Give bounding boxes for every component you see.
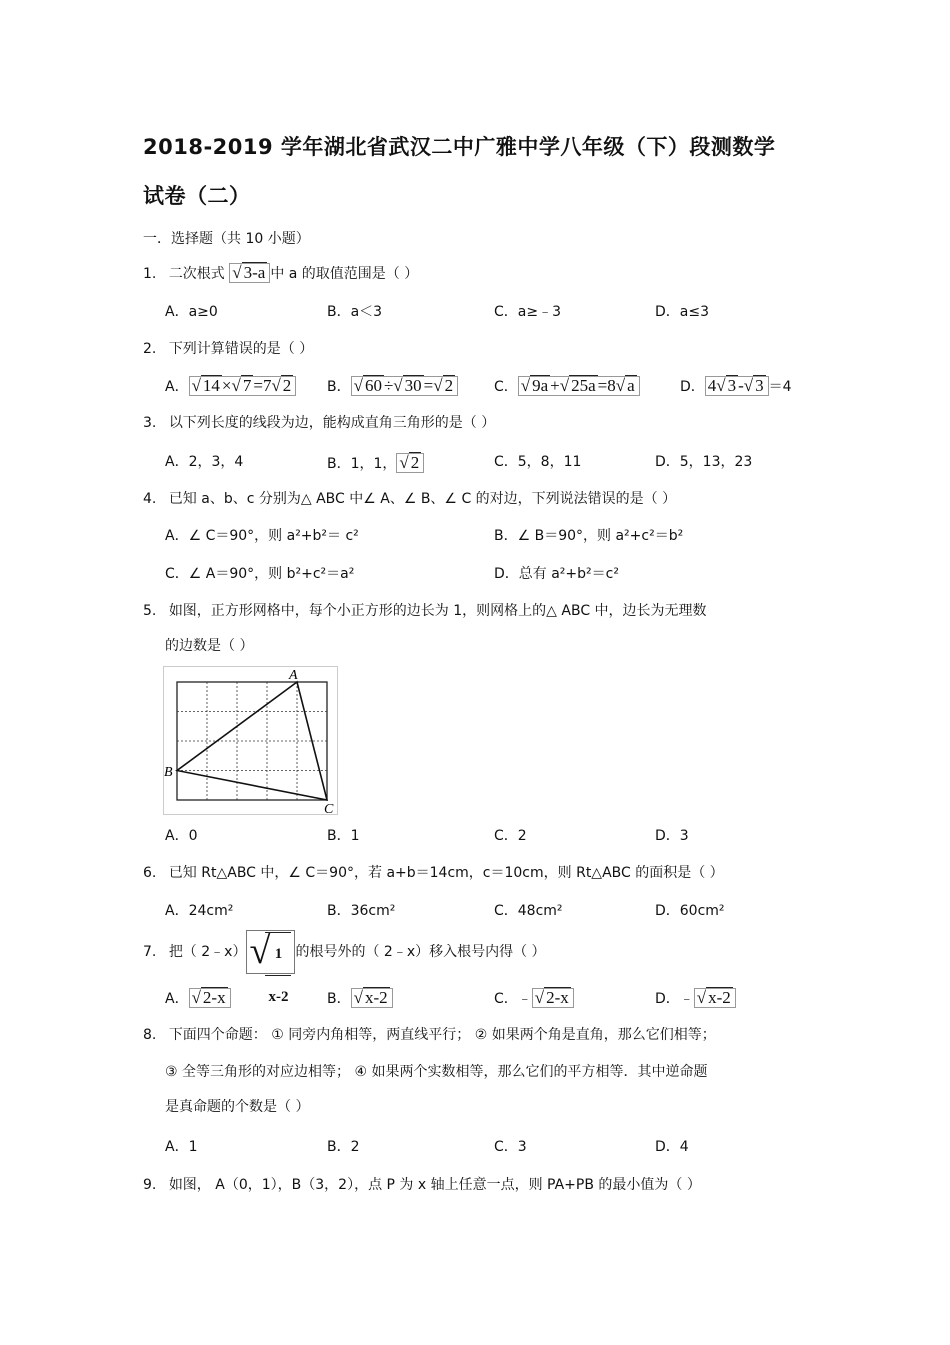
- question-stem-line2: ③ 全等三角形的对应边相等； ④ 如果两个实数相等，那么它们的平方相等．其中逆命题: [165, 1064, 708, 1080]
- radical-expression: √ 60 ÷√ 30 =√ 2: [351, 376, 458, 396]
- question-8: [143, 1026, 716, 1044]
- option-c: C．﹣ √ 2-x: [494, 988, 574, 1008]
- question-stem: 下面四个命题： ① 同旁内角相等，两直线平行； ② 如果两个角是直角，那么它们相等；: [168, 1027, 716, 1043]
- question-5: [143, 602, 707, 620]
- option-a: A．a≥0: [165, 304, 218, 320]
- question-stem-end: 中 a 的取值范围是（ ）: [270, 266, 419, 282]
- question-stem-line3: 是真命题的个数是（ ）: [165, 1099, 310, 1115]
- option-a: A．0: [165, 828, 198, 844]
- option-b: B．36cm²: [327, 903, 396, 919]
- option-c: C．48cm²: [494, 903, 563, 919]
- option-c: C．∠ A＝90°，则 b²+c²＝a²: [165, 566, 355, 582]
- radical-expression: √ 2-x: [189, 988, 231, 1008]
- option-d: D．总有 a²+b²＝c²: [494, 566, 619, 582]
- radical-expression: √ 2-x: [532, 988, 574, 1008]
- option-a: A．24cm²: [165, 903, 234, 919]
- option-d: D． 4√ 3 -√ 3 ＝4: [680, 376, 792, 395]
- option-a: A．2，3，4: [165, 454, 244, 470]
- radical-expression: √ x-2: [351, 988, 393, 1008]
- option-a: A．∠ C＝90°，则 a²+b²＝ c²: [165, 528, 359, 544]
- option-b: B．1: [327, 828, 360, 844]
- option-d: D．4: [655, 1139, 689, 1155]
- question-stem: 如图，正方形网格中，每个小正方形的边长为 1，则网格上的△ ABC 中，边长为无理数: [168, 603, 707, 619]
- question-number: 7.: [143, 944, 157, 960]
- question-stem: 已知 Rt△ABC 中，∠ C＝90°，若 a+b＝14cm，c＝10cm，则 Rt△ABC 的面积是（ ）: [168, 865, 724, 881]
- question-stem: 如图， A（0，1），B（3，2），点 P 为 x 轴上任意一点，则 PA+PB 的最小值为（ ）: [168, 1177, 701, 1193]
- question-4: [143, 490, 676, 508]
- question-number: 3.: [143, 415, 157, 431]
- question-stem-line2: 的边数是（ ）: [165, 638, 254, 654]
- option-d: D．3: [655, 828, 689, 844]
- question-number: 2.: [143, 341, 157, 357]
- question-number: 4.: [143, 491, 157, 507]
- option-d: D．a≤3: [655, 304, 709, 320]
- vertex-label-c: C: [324, 802, 334, 816]
- section-header: 一．选择题（共 10 小题）: [143, 231, 310, 247]
- question-number: 1.: [143, 266, 157, 282]
- option-c: C．2: [494, 828, 527, 844]
- radical-expression: √ 9a +√ 25a =8√ a: [518, 376, 640, 396]
- option-c: C．a≥﹣3: [494, 304, 561, 320]
- question-number: 5.: [143, 603, 157, 619]
- option-d: D．5，13，23: [655, 454, 753, 470]
- option-a: A．1: [165, 1139, 198, 1155]
- option-c: C． √ 9a +√ 25a =8√ a: [494, 376, 640, 396]
- option-b: B．2: [327, 1139, 360, 1155]
- question-stem: 把（ 2﹣x）: [168, 944, 247, 960]
- question-3: [143, 414, 495, 432]
- radical-expression: √ 2: [396, 453, 424, 473]
- option-b: B．∠ B＝90°，则 a²+c²＝b²: [494, 528, 684, 544]
- option-d: D．60cm²: [655, 903, 725, 919]
- radical-expression: √ 14 ×√ 7 =7√ 2: [189, 376, 297, 396]
- question-number: 6.: [143, 865, 157, 881]
- vertex-label-a: A: [289, 668, 298, 683]
- radical-expression: 4√ 3 -√ 3: [705, 376, 769, 396]
- question-number: 9.: [143, 1177, 157, 1193]
- option-b: B．a＜3: [327, 304, 383, 320]
- vertex-label-b: B: [164, 765, 173, 780]
- question-1: [143, 263, 418, 283]
- option-c: C．5，8，11: [494, 454, 582, 470]
- question-stem: 以下列长度的线段为边，能构成直角三角形的是（ ）: [168, 415, 496, 431]
- option-a: A． √ 14 ×√ 7 =7√ 2: [165, 376, 296, 396]
- question-6: [143, 864, 724, 882]
- page-title-line2: 试卷（二）: [143, 184, 251, 208]
- question-9: [143, 1176, 701, 1194]
- question-number: 8.: [143, 1027, 157, 1043]
- option-b: B． √ 60 ÷√ 30 =√ 2: [327, 376, 458, 396]
- radical-fraction: √ $\frac{1}{x-2}$: [246, 930, 295, 974]
- question-stem: 下列计算错误的是（ ）: [168, 341, 314, 357]
- option-c: C．3: [494, 1139, 527, 1155]
- radical-expression: √ 3-a: [229, 263, 270, 283]
- option-b: B．1，1， √ 2: [327, 453, 424, 473]
- question-2: [143, 340, 313, 358]
- page-title-line1: 2018-2019 学年湖北省武汉二中广雅中学八年级（下）段测数学: [143, 135, 776, 159]
- option-a: A． √ 2-x: [165, 988, 231, 1008]
- option-b: B． √ x-2: [327, 988, 393, 1008]
- question-stem: 已知 a、b、c 分别为△ ABC 中∠ A、∠ B、∠ C 的对边，下列说法错误的是（ ）: [168, 491, 677, 507]
- option-d: D．﹣ √ x-2: [655, 988, 736, 1008]
- radical-expression: √ x-2: [694, 988, 736, 1008]
- grid-triangle-figure: [163, 666, 339, 816]
- question-stem: 二次根式: [168, 266, 225, 282]
- question-stem-end: 的根号外的（ 2﹣x）移入根号内得（ ）: [295, 944, 546, 960]
